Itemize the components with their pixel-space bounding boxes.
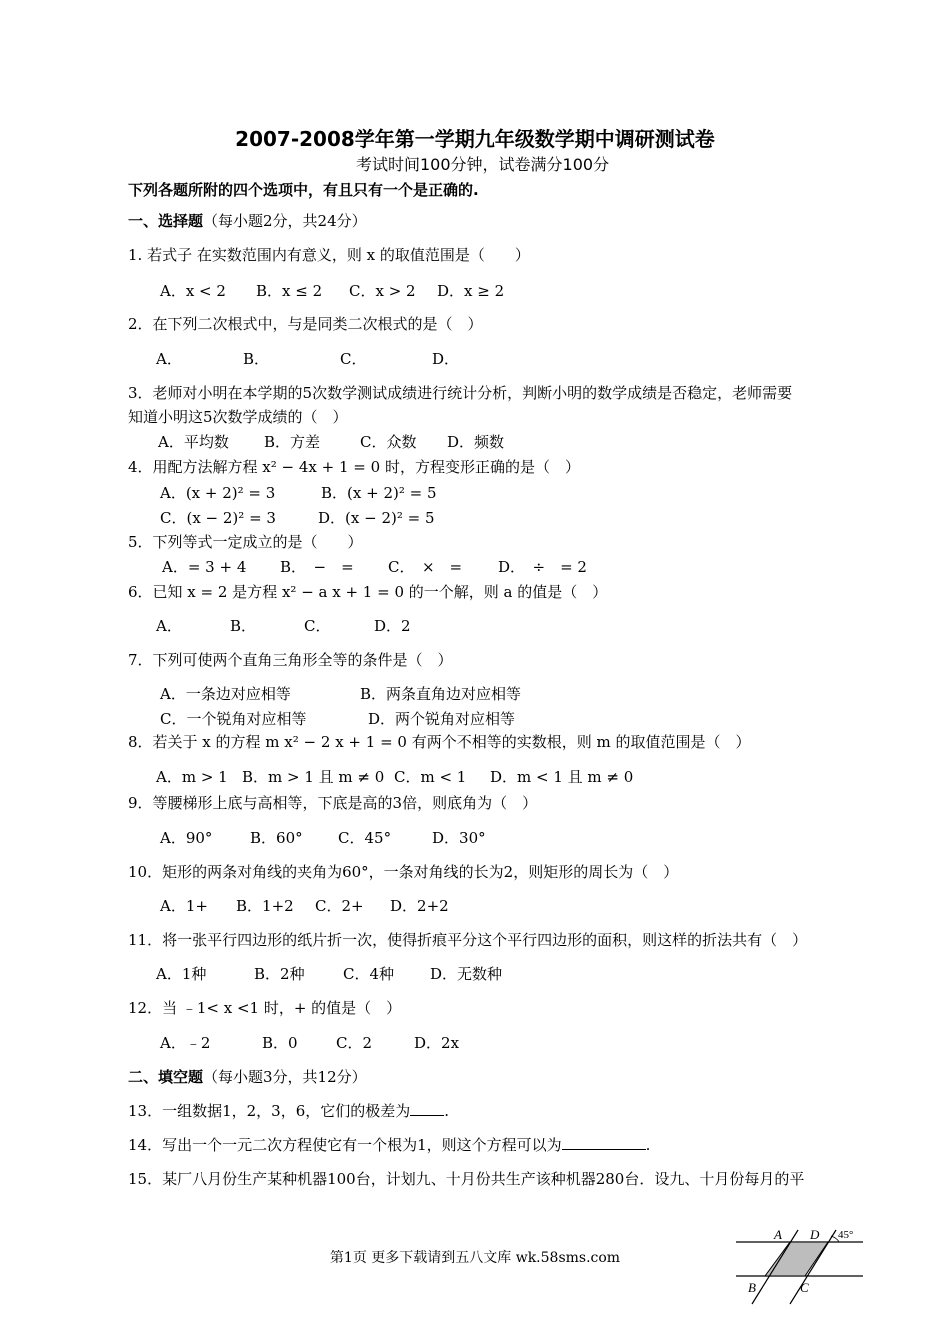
q7-option-b: B．两条直角边对应相等	[360, 685, 522, 703]
section-1-heading	[128, 210, 367, 231]
q12-option-d: D．2x	[414, 1034, 460, 1052]
question-10: 10．矩形的两条对角线的夹角为60°，一条对角线的长为2，则矩形的周长为（ ）	[128, 863, 679, 881]
q1-option-c: C．x > 2	[349, 282, 416, 300]
question-13	[128, 1100, 449, 1121]
q8-option-b: B．m > 1 且 m ≠ 0	[242, 768, 385, 786]
q6-option-d: D．2	[374, 617, 411, 635]
exam-subtitle: 考试时间100分钟，试卷满分100分	[356, 155, 610, 174]
q2-option-c: C．	[340, 350, 367, 368]
parallelogram-figure	[728, 1222, 878, 1322]
question-6: 6．已知 x = 2 是方程 x² − a x + 1 = 0 的一个解，则 a 的值是（ ）	[128, 583, 608, 601]
q6-option-b: B．	[230, 617, 257, 635]
question-7: 7．下列可使两个直角三角形全等的条件是（ ）	[128, 651, 453, 669]
q2-option-a: A．	[156, 350, 182, 368]
q5-option-b: B． − =	[280, 558, 354, 576]
section-1-info: （每小题2分，共24分）	[203, 212, 367, 230]
q1-option-a: A．x < 2	[160, 282, 226, 300]
question-11: 11．将一张平行四边形的纸片折一次，使得折痕平分这个平行四边形的面积，则这样的折法共有（ ）	[128, 931, 808, 949]
q4-option-b: B．(x + 2)² = 5	[321, 484, 437, 502]
question-15: 15．某厂八月份生产某种机器100台，计划九、十月份共生产该种机器280台．设九、十月份每月的平	[128, 1170, 805, 1188]
q10-option-b: B．1+2	[236, 897, 294, 915]
q9-option-d: D．30°	[432, 829, 486, 847]
question-2: 2．在下列二次根式中，与是同类二次根式的是（ ）	[128, 315, 483, 333]
question-4: 4．用配方法解方程 x² − 4x + 1 = 0 时，方程变形正确的是（ ）	[128, 458, 580, 476]
q11-option-a: A．1种	[156, 965, 207, 983]
q3-option-c: C．众数	[360, 433, 417, 451]
q12-option-b: B．0	[262, 1034, 298, 1052]
q2-option-d: D．	[432, 350, 460, 368]
question-13-end: .	[444, 1102, 450, 1120]
q1-option-b: B．x ≤ 2	[256, 282, 323, 300]
label-b: B	[748, 1280, 756, 1295]
section-1-title: 一、选择题	[128, 212, 204, 230]
section-2-heading	[128, 1066, 367, 1087]
label-c: C	[800, 1280, 809, 1295]
q10-option-a: A．1+	[160, 897, 208, 915]
q7-option-a: A．一条边对应相等	[160, 685, 291, 703]
question-13-text: 13．一组数据1，2，3，6，它们的极差为	[128, 1102, 411, 1120]
q6-option-a: A．	[156, 617, 182, 635]
q10-option-d: D．2+2	[390, 897, 449, 915]
q11-option-c: C．4种	[343, 965, 395, 983]
q3-option-d: D．频数	[447, 433, 505, 451]
question-8: 8．若关于 x 的方程 m x² − 2 x + 1 = 0 有两个不相等的实数根，则 m 的取值范围是（ ）	[128, 733, 751, 751]
q6-option-c: C．	[304, 617, 331, 635]
q7-option-c: C．一个锐角对应相等	[160, 710, 307, 728]
q4-option-c: C．(x − 2)² = 3	[160, 509, 276, 527]
q8-option-c: C．m < 1	[394, 768, 467, 786]
question-5: 5．下列等式一定成立的是（ ）	[128, 533, 363, 551]
q9-option-c: C．45°	[338, 829, 392, 847]
q8-option-a: A．m > 1	[156, 768, 228, 786]
label-a: A	[774, 1227, 782, 1242]
page-footer: 第1页 更多下载请到五八文库 wk.58sms.com	[329, 1250, 621, 1266]
q5-option-a: A．= 3 + 4	[162, 558, 247, 576]
q7-option-d: D．两个锐角对应相等	[368, 710, 516, 728]
section-2-info: （每小题3分，共12分）	[203, 1068, 367, 1086]
q10-option-c: C．2+	[315, 897, 364, 915]
page-title: 2007-2008学年第一学期九年级数学期中调研测试卷	[235, 127, 715, 151]
q12-option-c: C．2	[336, 1034, 373, 1052]
question-9: 9．等腰梯形上底与高相等，下底是高的3倍，则底角为（ ）	[128, 794, 538, 812]
question-3-line-1: 3．老师对小明在本学期的5次数学测试成绩进行统计分析，判断小明的数学成绩是否稳定，老师需要	[128, 384, 793, 402]
question-3-line-2: 知道小明这5次数学成绩的（ ）	[128, 408, 348, 426]
section-2-title: 二、填空题	[128, 1068, 204, 1086]
q4-option-a: A．(x + 2)² = 3	[160, 484, 276, 502]
q1-option-d: D．x ≥ 2	[437, 282, 505, 300]
q3-option-a: A．平均数	[158, 433, 229, 451]
q12-option-a: A．﹣2	[160, 1034, 211, 1052]
q8-option-d: D．m < 1 且 m ≠ 0	[490, 768, 634, 786]
q5-option-c: C． × =	[388, 558, 463, 576]
q2-option-b: B．	[243, 350, 270, 368]
answer-blank-14[interactable]	[562, 1135, 646, 1150]
instruction-note: 下列各题所附的四个选项中，有且只有一个是正确的.	[128, 181, 479, 199]
q9-option-b: B．60°	[250, 829, 303, 847]
q4-option-d: D．(x − 2)² = 5	[318, 509, 435, 527]
q11-option-b: B．2种	[254, 965, 305, 983]
question-14-end: .	[645, 1136, 651, 1154]
label-45-degrees: 45°	[838, 1229, 854, 1241]
answer-blank-13[interactable]	[410, 1101, 444, 1116]
q9-option-a: A．90°	[160, 829, 213, 847]
question-1: 1. 若式子 在实数范围内有意义，则 x 的取值范围是（ ）	[128, 246, 530, 264]
label-d: D	[810, 1227, 820, 1242]
question-12: 12．当 ﹣1< x <1 时，+ 的值是（ ）	[128, 999, 402, 1017]
question-14	[128, 1134, 650, 1155]
q11-option-d: D．无数种	[430, 965, 503, 983]
question-14-text: 14．写出一个一元二次方程使它有一个根为1，则这个方程可以为	[128, 1136, 562, 1154]
q5-option-d: D． ÷ = 2	[498, 558, 587, 576]
q3-option-b: B．方差	[264, 433, 321, 451]
